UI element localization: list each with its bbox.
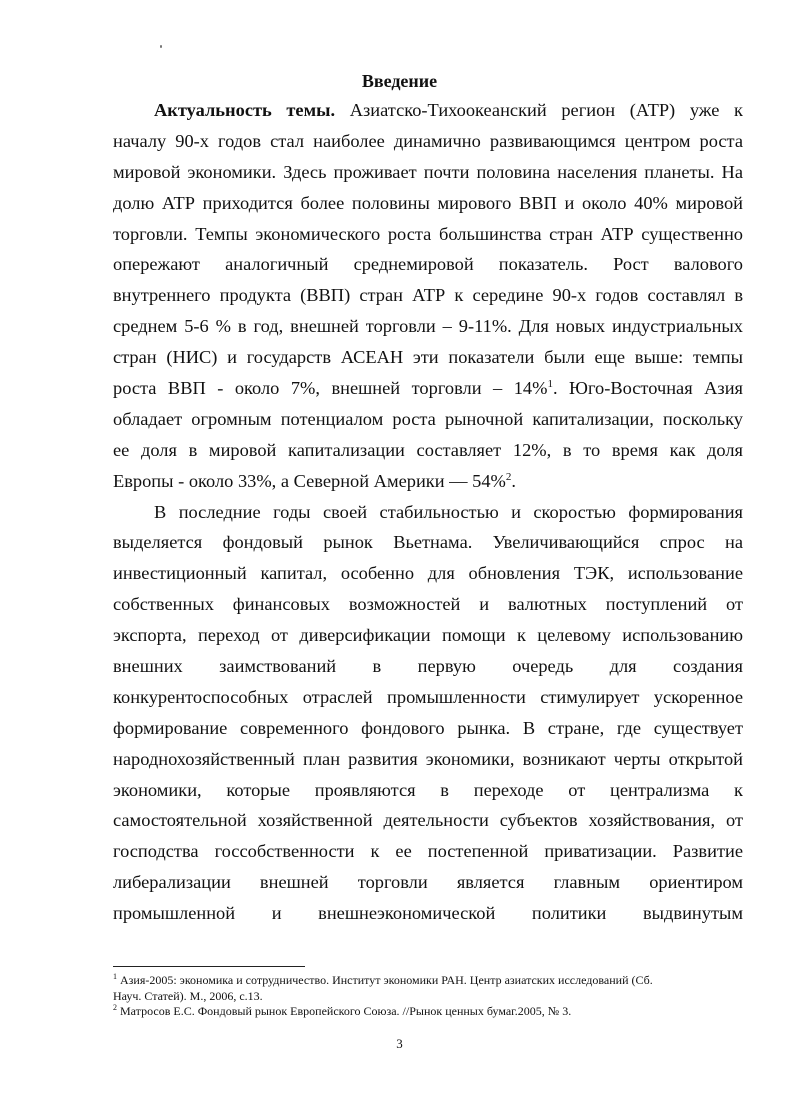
text-line: ее доля в мировой капитализации составляет 12%, в то время как доля bbox=[113, 439, 743, 460]
footnote-divider bbox=[113, 966, 305, 967]
text-line: внешних заимствований в первую очередь для создания bbox=[113, 656, 743, 677]
text-line: формирование современного фондового рынка. В стране, где существует bbox=[113, 717, 743, 738]
text-line: торговли. Темпы экономического роста большинства стран АТР существенно bbox=[113, 223, 743, 244]
text-line: либерализации внешней торговли является главным ориентиром bbox=[113, 872, 743, 893]
text-line: промышленной и внешнеэкономической политики выдвинутым bbox=[113, 903, 743, 924]
text-line: выделяется фондовый рынок Вьетнама. Увеличивающийся спрос на bbox=[113, 532, 743, 553]
text-line: долю АТР приходится более половины мирового ВВП и около 40% мировой bbox=[113, 192, 743, 213]
text-line: экспорта, переход от диверсификации помощи к целевому использованию bbox=[113, 625, 743, 646]
text-line: среднем 5-6 % в год, внешней торговли – 9-11%. Для новых индустриальных bbox=[113, 316, 743, 337]
text-line: мировой экономики. Здесь проживает почти половина населения планеты. На bbox=[113, 161, 743, 182]
page-title: Введение bbox=[361, 71, 438, 91]
text-line: господства госсобственности к ее постепенной приватизации. Развитие bbox=[113, 841, 743, 862]
text-line: народнохозяйственный план развития экономики, возникают черты открытой bbox=[113, 748, 743, 769]
page-number: 3 bbox=[396, 1036, 403, 1051]
scan-speck bbox=[160, 45, 162, 48]
footnote-1: $^1$ Азия-2005: экономика и сотрудничество. Институт экономики РАН. Центр азиатских исследований (Сб. bbox=[113, 972, 653, 987]
text-line: конкурентоспособных отраслей промышленности стимулирует ускоренное bbox=[113, 686, 743, 707]
footnote-ref-2: 2 bbox=[505, 470, 512, 483]
text-line: началу 90-х годов стал наиболее динамично развивающимся центром роста bbox=[113, 130, 743, 151]
footnote-mark: 1 bbox=[113, 972, 117, 981]
text-line: инвестиционный капитал, особенно для обновления ТЭК, использование bbox=[113, 563, 743, 584]
text-line: опережают аналогичный среднемировой показатель. Рост валового bbox=[113, 254, 743, 275]
text-line: собственных финансовых возможностей и валютных поступлений от bbox=[113, 594, 743, 615]
text-line: экономики, которые проявляются в переходе от централизма к bbox=[113, 779, 743, 800]
text-line: внутреннего продукта (ВВП) стран АТР к середине 90-х годов составлял в bbox=[113, 285, 743, 306]
footnote-mark: 2 bbox=[113, 1003, 117, 1012]
text-line: Европы - около 33%, а Северной Америки — 54%$^2$. bbox=[113, 470, 516, 491]
body-text bbox=[113, 95, 743, 929]
text-line: В последние годы своей стабильностью и скоростью формирования bbox=[154, 501, 743, 522]
footnote-1-cont: Науч. Статей). М., 2006, с.13. bbox=[113, 988, 263, 1003]
text-line: стран (НИС) и государств АСЕАН эти показатели были еще выше: темпы bbox=[113, 347, 743, 368]
footnote-2: $^2$ Матросов Е.С. Фондовый рынок Европейского Союза. //Рынок ценных бумаг.2005, № 3. bbox=[113, 1003, 572, 1018]
section-lead: Актуальность темы. bbox=[154, 100, 336, 120]
text-line: роста ВВП - около 7%, внешней торговли – 14%$^1$. Юго-Восточная Азия bbox=[113, 377, 743, 399]
text-line: Актуальность темы. Азиатско-Тихоокеанский регион (АТР) уже к bbox=[154, 100, 743, 120]
text-line: самостоятельной хозяйственной деятельности субъектов хозяйствования, от bbox=[113, 810, 743, 831]
footnote-ref-1: 1 bbox=[547, 377, 553, 390]
footnotes bbox=[113, 973, 743, 1020]
text-line: обладает огромным потенциалом роста рыночной капитализации, поскольку bbox=[113, 408, 743, 429]
